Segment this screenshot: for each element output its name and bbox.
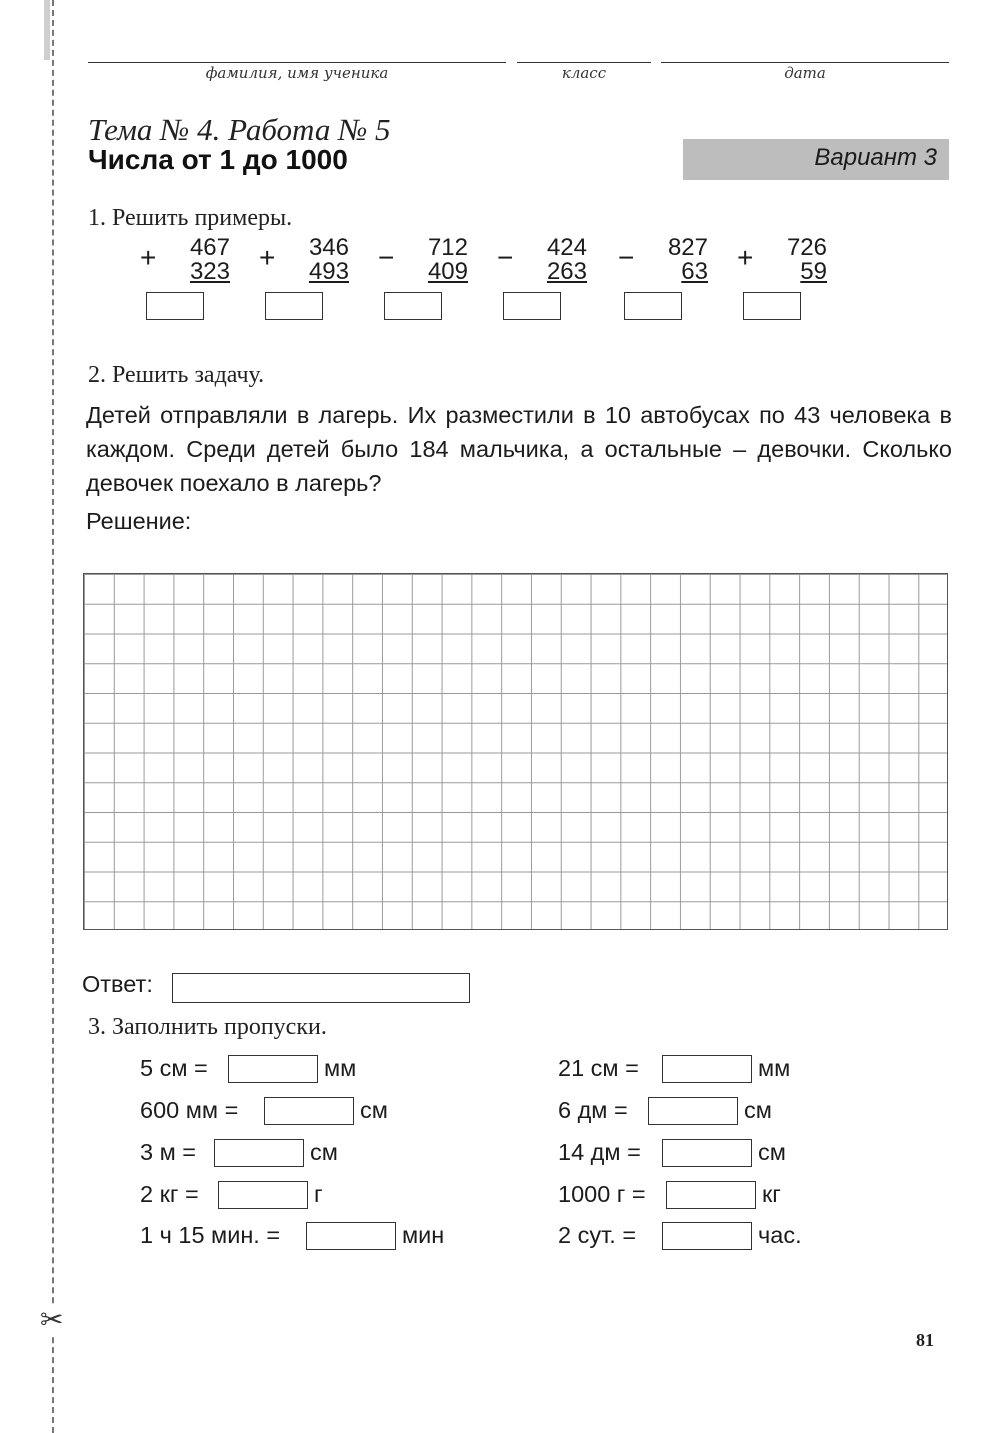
conversion-lhs: 1000 г = bbox=[558, 1181, 646, 1207]
example-operand-1: 467 bbox=[189, 234, 230, 261]
conversion-input-box[interactable] bbox=[662, 1055, 752, 1083]
conversion-lhs: 600 мм = bbox=[140, 1097, 239, 1123]
conversion-input-box[interactable] bbox=[662, 1139, 752, 1167]
example-operand-1: 424 bbox=[546, 234, 587, 261]
conversion-lhs: 1 ч 15 мин. = bbox=[140, 1222, 281, 1248]
example-answer-box[interactable] bbox=[624, 292, 682, 320]
solution-grid[interactable] bbox=[83, 573, 948, 930]
conversion-row bbox=[140, 1137, 440, 1167]
page-subtitle: Числа от 1 до 1000 bbox=[88, 144, 348, 175]
conversion-lhs: 21 см = bbox=[558, 1055, 639, 1081]
conversion-input-box[interactable] bbox=[648, 1097, 738, 1125]
date-line[interactable] bbox=[661, 62, 949, 63]
conversion-row bbox=[140, 1095, 440, 1125]
example-answer-box[interactable] bbox=[384, 292, 442, 320]
conversion-input-box[interactable] bbox=[228, 1055, 318, 1083]
task2-title: 2. Решить задачу. bbox=[88, 362, 265, 388]
example-operand-2: 409 bbox=[427, 258, 468, 285]
conversion-unit: см bbox=[758, 1139, 786, 1165]
conversion-input-box[interactable] bbox=[662, 1222, 752, 1250]
example-operand-2: 59 bbox=[800, 258, 827, 285]
conversion-row bbox=[558, 1053, 858, 1083]
conversion-row bbox=[140, 1179, 440, 1209]
example-answer-box[interactable] bbox=[503, 292, 561, 320]
cut-line bbox=[52, 0, 54, 1433]
conversion-row bbox=[140, 1053, 440, 1083]
conversion-unit: мм bbox=[324, 1055, 357, 1081]
conversion-lhs: 2 кг = bbox=[140, 1181, 199, 1207]
example-operand-1: 712 bbox=[427, 234, 468, 261]
example-sign: − bbox=[378, 242, 395, 273]
conversion-unit: мин bbox=[402, 1222, 445, 1248]
conversion-lhs: 2 сут. = bbox=[558, 1222, 637, 1248]
conversion-row bbox=[558, 1220, 858, 1250]
conversion-unit: мм bbox=[758, 1055, 791, 1081]
example-sign: − bbox=[497, 242, 514, 273]
conversion-lhs: 3 м = bbox=[140, 1139, 197, 1165]
example-operand-2: 263 bbox=[546, 258, 587, 285]
conversion-input-box[interactable] bbox=[666, 1181, 756, 1209]
class-line[interactable] bbox=[517, 62, 651, 63]
example-answer-box[interactable] bbox=[146, 292, 204, 320]
topic-title: Тема № 4. Работа № 5 bbox=[88, 112, 391, 147]
conversion-unit: кг bbox=[762, 1181, 781, 1207]
conversion-input-box[interactable] bbox=[264, 1097, 354, 1125]
conversion-lhs: 14 дм = bbox=[558, 1139, 641, 1165]
conversion-unit: час. bbox=[758, 1222, 802, 1248]
conversion-row bbox=[558, 1137, 858, 1167]
example-operand-1: 346 bbox=[308, 234, 349, 261]
conversion-unit: см bbox=[360, 1097, 388, 1123]
example-3 bbox=[378, 236, 468, 326]
scissors-icon: ✂ bbox=[40, 1304, 64, 1335]
task1-title: 1. Решить примеры. bbox=[88, 205, 293, 231]
conversion-row bbox=[558, 1179, 858, 1209]
example-operand-2: 63 bbox=[681, 258, 708, 285]
answer-label: Ответ: bbox=[82, 971, 153, 997]
conversion-unit: г bbox=[314, 1181, 323, 1207]
page-edge-shadow bbox=[44, 0, 50, 60]
example-6 bbox=[737, 236, 827, 326]
example-sign: − bbox=[618, 242, 635, 273]
student-name-caption: фамилия, имя ученика bbox=[205, 64, 389, 82]
example-2 bbox=[259, 236, 349, 326]
answer-box[interactable] bbox=[172, 973, 470, 1003]
example-operand-1: 827 bbox=[667, 234, 708, 261]
example-operand-2: 323 bbox=[189, 258, 230, 285]
solution-label: Решение: bbox=[86, 508, 192, 534]
example-answer-box[interactable] bbox=[743, 292, 801, 320]
conversion-input-box[interactable] bbox=[218, 1181, 308, 1209]
example-1 bbox=[140, 236, 230, 326]
student-name-line[interactable] bbox=[88, 62, 506, 63]
class-caption: класс bbox=[561, 64, 607, 82]
conversion-input-box[interactable] bbox=[214, 1139, 304, 1167]
conversion-input-box[interactable] bbox=[306, 1222, 396, 1250]
date-caption: дата bbox=[784, 64, 826, 82]
problem-text: Детей отправляли в лагерь. Их разместили в 10 автобусах по 43 человека в каждом. Среди детей было 184 мальчика, а остальные – девочки. Сколько девочек поехало в лагерь? bbox=[86, 402, 952, 496]
task3-title: 3. Заполнить пропуски. bbox=[88, 1014, 327, 1040]
conversion-row bbox=[140, 1220, 470, 1250]
example-sign: + bbox=[140, 242, 157, 273]
conversion-lhs: 5 см = bbox=[140, 1055, 208, 1081]
example-5 bbox=[618, 236, 708, 326]
variant-badge bbox=[683, 139, 949, 180]
example-4 bbox=[497, 236, 587, 326]
conversion-lhs: 6 дм = bbox=[558, 1097, 628, 1123]
example-operand-2: 493 bbox=[308, 258, 349, 285]
example-sign: + bbox=[259, 242, 276, 273]
page-number: 81 bbox=[916, 1330, 934, 1350]
conversion-row bbox=[558, 1095, 858, 1125]
conversion-unit: см bbox=[744, 1097, 772, 1123]
example-sign: + bbox=[737, 242, 754, 273]
conversion-unit: см bbox=[310, 1139, 338, 1165]
variant-label: Вариант 3 bbox=[814, 144, 937, 171]
example-answer-box[interactable] bbox=[265, 292, 323, 320]
example-operand-1: 726 bbox=[786, 234, 827, 261]
